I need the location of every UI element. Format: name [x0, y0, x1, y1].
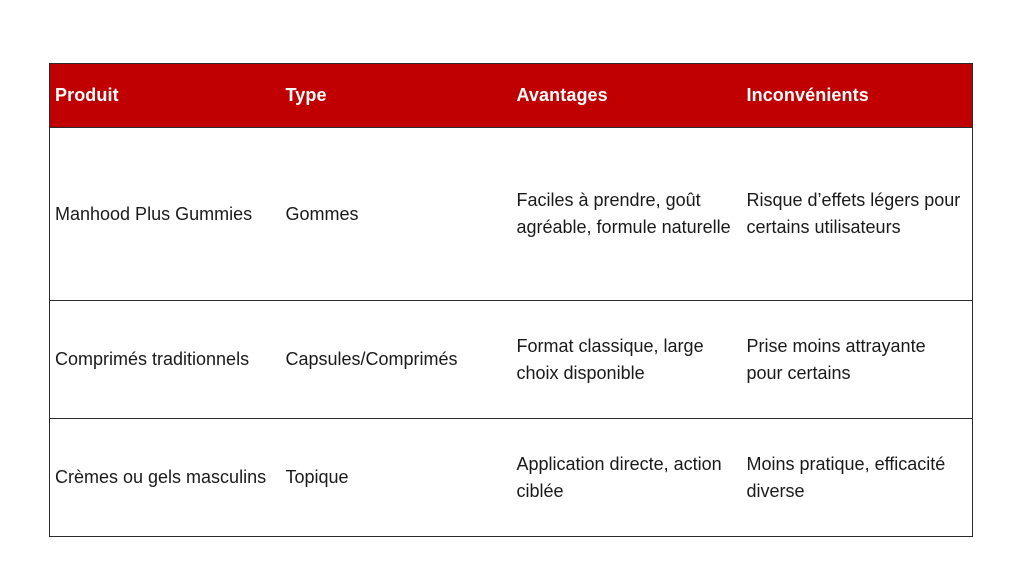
comparison-table [49, 63, 973, 537]
cell-type: Capsules/Comprimés [281, 301, 512, 419]
cell-avantages: Faciles à prendre, goût agréable, formule naturelle [512, 128, 742, 301]
header-type: Type [281, 64, 512, 128]
table-row [50, 419, 973, 537]
header-row [50, 64, 973, 128]
table-row [50, 128, 973, 301]
header-avantages: Avantages [512, 64, 742, 128]
cell-type: Topique [281, 419, 512, 537]
cell-produit: Crèmes ou gels masculins [50, 419, 281, 537]
header-inconvenients: Inconvénients [742, 64, 973, 128]
cell-produit: Comprimés traditionnels [50, 301, 281, 419]
cell-type: Gommes [281, 128, 512, 301]
cell-inconvenients: Risque d’effets légers pour certains utilisateurs [742, 128, 973, 301]
cell-avantages: Application directe, action ciblée [512, 419, 742, 537]
cell-avantages: Format classique, large choix disponible [512, 301, 742, 419]
table-row [50, 301, 973, 419]
header-produit: Produit [50, 64, 281, 128]
cell-produit: Manhood Plus Gummies [50, 128, 281, 301]
table-body [50, 128, 973, 537]
table-header [50, 64, 973, 128]
cell-inconvenients: Moins pratique, efficacité diverse [742, 419, 973, 537]
cell-inconvenients: Prise moins attrayante pour certains [742, 301, 973, 419]
